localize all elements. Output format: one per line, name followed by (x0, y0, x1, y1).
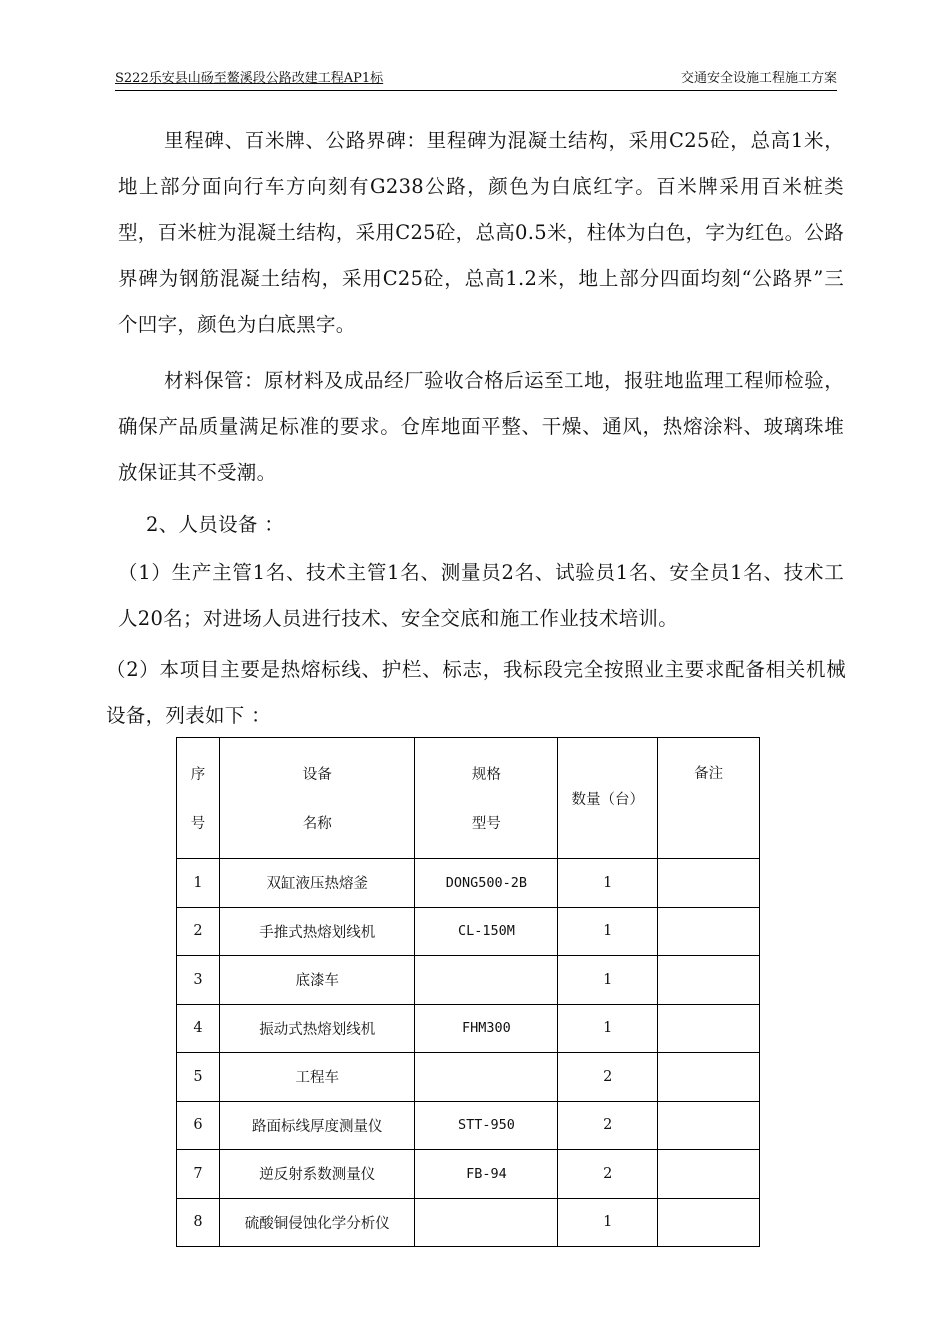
cell-quantity: 1 (558, 1198, 658, 1247)
cell-remark (658, 859, 760, 908)
table-row (177, 1150, 760, 1199)
cell-serial-no: 6 (177, 1101, 220, 1150)
section-heading-personnel-equipment: 2、人员设备 ： (146, 513, 285, 536)
cell-quantity: 2 (558, 1150, 658, 1199)
paragraph-material-storage: 材料保管：原材料及成品经厂验收合格后运至工地，报驻地监理工程师检验，确保产品质量满足标准的要求。仓库地面平整、干燥、通风，热熔涂料、玻璃珠堆放保证其不受潮。 (118, 369, 844, 484)
cell-remark (658, 1150, 760, 1199)
header-device-name (219, 738, 415, 859)
header-device-name-line2: 名称 (302, 816, 332, 832)
cell-spec-model (415, 956, 558, 1005)
header-document-title: 交通安全设施工程施工方案 (680, 71, 837, 86)
cell-device-name: 振动式热熔划线机 (219, 1004, 415, 1053)
header-project-title: S222乐安县山砀至鳌溪段公路改建工程AP1标 (115, 71, 384, 86)
cell-device-name: 双缸液压热熔釜 (219, 859, 415, 908)
table-row (177, 1004, 760, 1053)
cell-serial-no: 7 (177, 1150, 220, 1199)
cell-quantity: 1 (558, 956, 658, 1005)
header-spec-model-line1: 规格 (471, 767, 501, 783)
cell-quantity: 1 (558, 859, 658, 908)
table-header-row (177, 738, 760, 859)
table-row (177, 907, 760, 956)
cell-spec-model: CL-150M (415, 907, 558, 956)
cell-serial-no: 3 (177, 956, 220, 1005)
header-remark: 备注 (658, 738, 760, 859)
equipment-table (176, 737, 760, 1247)
cell-spec-model: DONG500-2B (415, 859, 558, 908)
cell-quantity: 1 (558, 907, 658, 956)
cell-device-name: 硫酸铜侵蚀化学分析仪 (219, 1198, 415, 1247)
cell-remark (658, 1053, 760, 1102)
header-quantity: 数量（台） (558, 738, 658, 859)
table-row (177, 1198, 760, 1247)
cell-serial-no: 8 (177, 1198, 220, 1247)
page-header (115, 70, 837, 91)
cell-spec-model: FB-94 (415, 1150, 558, 1199)
cell-spec-model (415, 1053, 558, 1102)
cell-device-name: 路面标线厚度测量仪 (219, 1101, 415, 1150)
header-spec-model (415, 738, 558, 859)
header-serial-no-line1: 序 (190, 767, 206, 783)
cell-quantity: 2 (558, 1053, 658, 1102)
header-serial-no (177, 738, 220, 859)
cell-remark (658, 1004, 760, 1053)
table-row (177, 859, 760, 908)
cell-serial-no: 5 (177, 1053, 220, 1102)
table-row (177, 1053, 760, 1102)
cell-serial-no: 4 (177, 1004, 220, 1053)
header-device-name-line1: 设备 (302, 767, 332, 783)
header-spec-model-line2: 型号 (471, 816, 501, 832)
cell-serial-no: 2 (177, 907, 220, 956)
paragraph-personnel: （1）生产主管1名、技术主管1名、测量员2名、试验员1名、安全员1名、技术工人20名；对进场人员进行技术、安全交底和施工作业技术培训。 (118, 561, 844, 630)
cell-spec-model (415, 1198, 558, 1247)
paragraph-equipment-intro: （2）本项目主要是热熔标线、护栏、标志，我标段完全按照业主要求配备相关机械设备，列表如下 ： (106, 658, 846, 727)
table-row (177, 1101, 760, 1150)
cell-remark (658, 956, 760, 1005)
cell-device-name: 逆反射系数测量仪 (219, 1150, 415, 1199)
cell-device-name: 手推式热熔划线机 (219, 907, 415, 956)
cell-quantity: 1 (558, 1004, 658, 1053)
cell-quantity: 2 (558, 1101, 658, 1150)
header-serial-no-line2: 号 (190, 816, 206, 832)
cell-device-name: 底漆车 (219, 956, 415, 1005)
table-row (177, 956, 760, 1005)
cell-remark (658, 907, 760, 956)
cell-remark (658, 1198, 760, 1247)
cell-remark (658, 1101, 760, 1150)
cell-device-name: 工程车 (219, 1053, 415, 1102)
cell-spec-model: FHM300 (415, 1004, 558, 1053)
paragraph-milestones: 里程碑、百米牌、公路界碑：里程碑为混凝土结构，采用C25砼，总高1米，地上部分面向行车方向刻有G238公路，颜色为白底红字。百米牌采用百米桩类型，百米桩为混凝土结构，采用C25砼，总高0.5米，柱体为白色，字为红色。公路界碑为钢筋混凝土结构，采用C25砼，总高1.2米，地上部分四面均刻“公路界”三个凹字，颜色为白底黑字。 (118, 129, 844, 336)
cell-spec-model: STT-950 (415, 1101, 558, 1150)
cell-serial-no: 1 (177, 859, 220, 908)
